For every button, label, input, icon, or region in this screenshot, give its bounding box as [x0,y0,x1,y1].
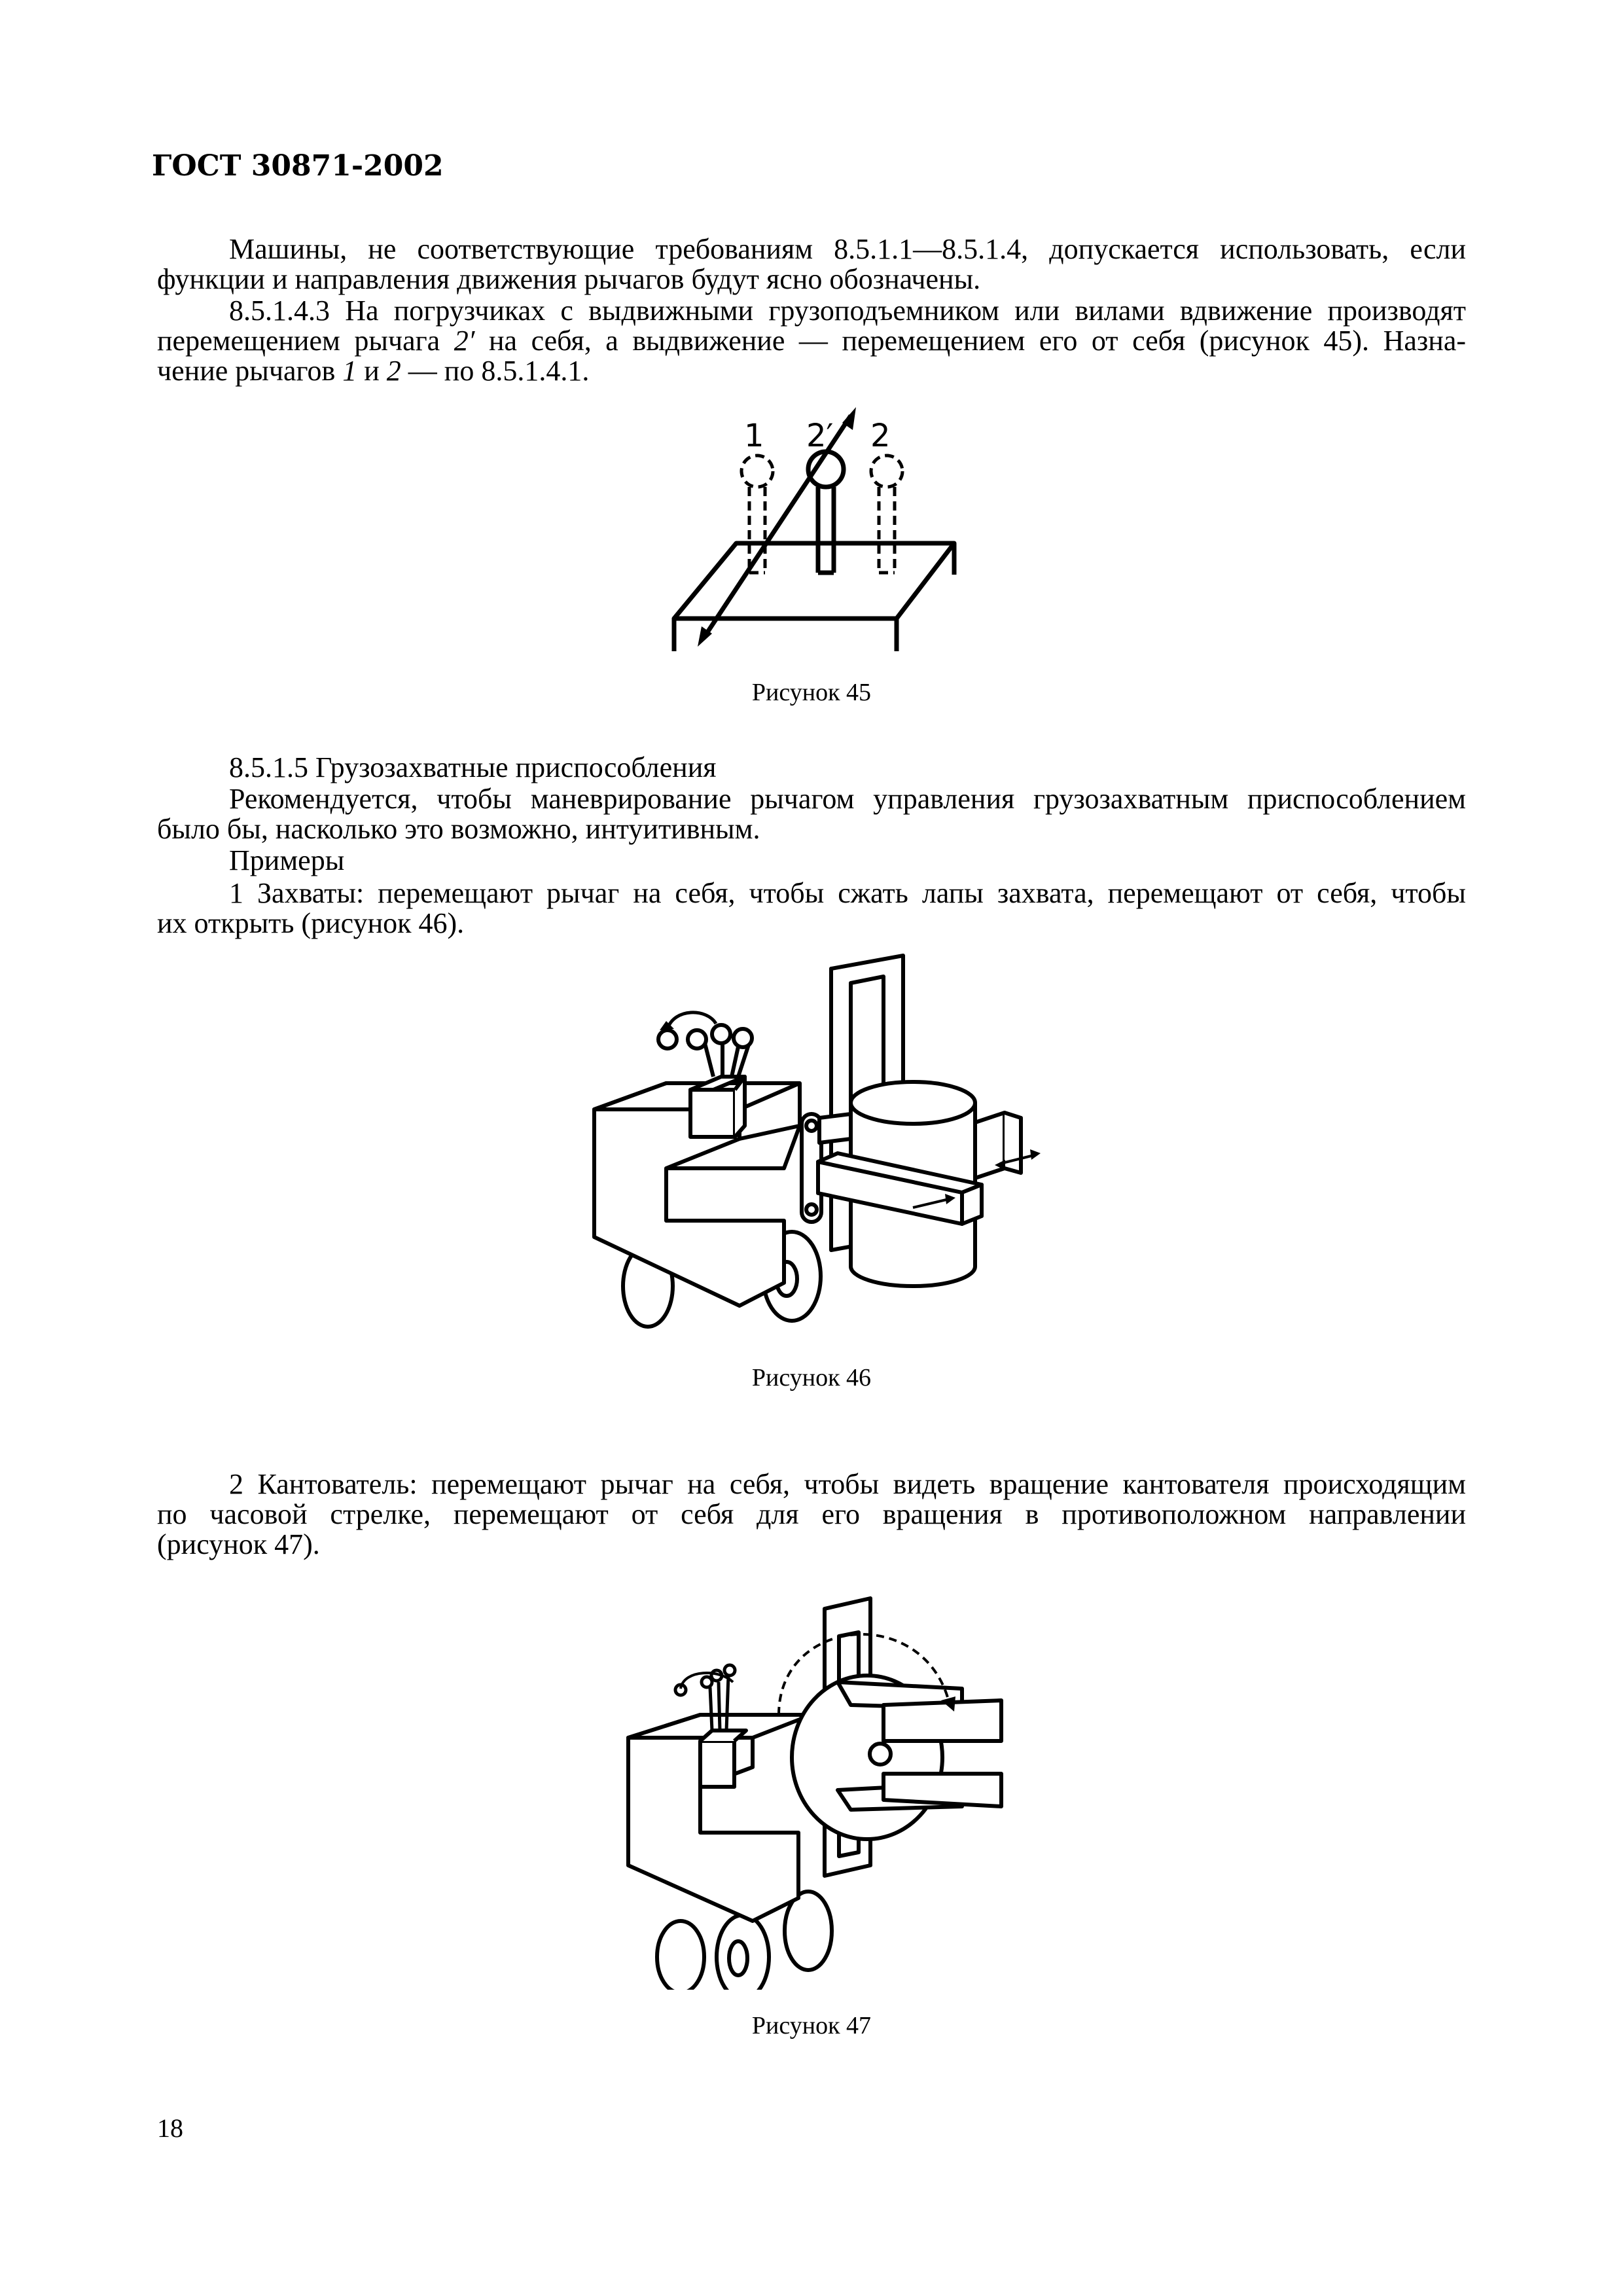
paragraph-line: 1 Захваты: перемещают рычаг на себя, чтобы сжать лапы захвата, перемещают от себя, чтобы [229,877,1466,909]
lever-knob [688,1030,706,1049]
paragraph-line: их открыть (рисунок 46). [157,907,465,939]
clamp-arm-back [975,1113,1005,1178]
lever-knob [734,1029,752,1047]
figure-46 [576,942,1047,1361]
paragraph-5 [157,846,1466,876]
figure-45 [654,393,982,668]
lever-knob [712,1025,730,1043]
paragraph-line: по часовой стрелке, перемещают от себя для его вращения в противоположном направлении [157,1498,1466,1530]
paragraph-7 [157,1469,1466,1560]
paragraph-line: чение рычагов 1 и 2 — по 8.5.1.4.1. [157,355,590,387]
label-lever-2prime: 2′ [806,418,834,454]
paragraph-4 [157,784,1466,844]
paragraph-line: 8.5.1.5 Грузозахватные приспособления [229,751,717,783]
paragraph-line: перемещением рычага 2′ на себя, а выдвижение — перемещением его от себя (рисунок 45). Назна- [157,325,1467,357]
paragraph-line: Рекомендуется, чтобы маневрирование рычагом управления грузозахватным приспособлением [229,783,1466,815]
paragraph-6 [157,878,1466,939]
document-header: ГОСТ 30871-2002 [152,149,444,183]
lever-1-knob [741,456,773,487]
page-number: 18 [157,2113,183,2143]
control-panel-outline [674,543,954,651]
rotator-pivot [870,1744,891,1765]
paragraph-line: (рисунок 47). [157,1528,320,1560]
lever-box [690,1090,735,1137]
paragraph-3 [157,753,1466,783]
paragraph-line: функции и направления движения рычагов будут ясно обозначены. [157,263,981,295]
paragraph-line: 2 Кантователь: перемещают рычаг на себя, чтобы видеть вращение кантователя происходящим [229,1468,1466,1500]
lever-2-knob [871,456,902,487]
paragraph-line: было бы, насколько это возможно, интуитивным. [157,813,760,845]
figure-45-caption: Рисунок 45 [751,679,872,706]
figure-46-caption: Рисунок 46 [751,1364,872,1391]
figure-47 [609,1590,1027,1990]
cylinder-top [851,1082,975,1124]
lever-motion-arc [668,1013,716,1029]
lever-knob [658,1030,677,1049]
lever-box [700,1741,734,1787]
label-lever-1: 1 [744,418,764,454]
rear-wheel [657,1921,704,1990]
figure-47-caption: Рисунок 47 [751,2012,872,2039]
label-lever-2: 2 [870,418,891,454]
paragraph-1 [157,234,1466,295]
paragraph-line: Примеры [229,844,345,876]
paragraph-2 [157,296,1466,386]
lever-knob [724,1665,735,1676]
paragraph-line: 8.5.1.4.3 На погрузчиках с выдвижными грузоподъемником или вилами вдвижение производят [229,295,1466,327]
paragraph-line: Машины, не соответствующие требованиям 8.5.1.1—8.5.1.4, допускается использовать, если [229,233,1466,265]
